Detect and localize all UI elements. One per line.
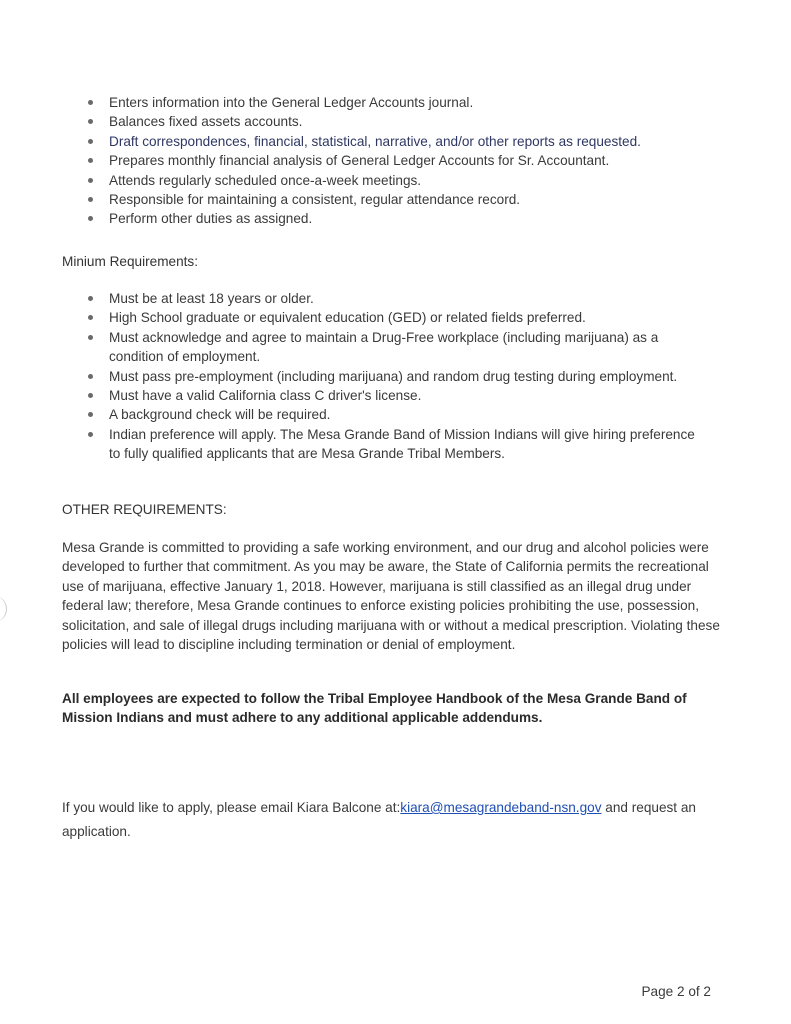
list-item: [87, 405, 707, 424]
bullet-icon: [88, 432, 93, 437]
list-item: [87, 425, 707, 464]
list-item: [87, 289, 707, 308]
list-item: [87, 132, 707, 151]
handbook-paragraph: All employees are expected to follow the Tribal Employee Handbook of the Mesa Grande Band of Mission Indians and must adhere to any additional applicable addendums.: [62, 691, 687, 726]
apply-suffix-text: and request an application.: [62, 800, 696, 839]
bullet-icon: [88, 119, 93, 124]
email-link[interactable]: kiara@mesagrandeband-nsn.gov: [400, 800, 602, 815]
list-item-text: A background check will be required.: [109, 407, 331, 423]
list-item-text: Responsible for maintaining a consistent, regular attendance record.: [109, 192, 521, 208]
list-item-text: Attends regularly scheduled once-a-week meetings.: [109, 172, 422, 188]
bullet-icon: [88, 393, 93, 398]
bullet-icon: [88, 197, 93, 202]
requirements-list: [87, 289, 707, 464]
bullet-icon: [88, 158, 93, 163]
bullet-icon: [88, 100, 93, 105]
bullet-icon: [88, 374, 93, 379]
min-requirements-heading: Minium Requirements:: [62, 254, 198, 269]
list-item-text: Must acknowledge and agree to maintain a Drug-Free workplace (including marijuana) as a condition of employment.: [109, 329, 659, 365]
apply-paragraph: [62, 796, 722, 844]
list-item: [87, 328, 707, 367]
bullet-icon: [88, 139, 93, 144]
list-item: [87, 386, 707, 405]
list-item-text: Perform other duties as assigned.: [109, 211, 313, 227]
list-item-text: Must pass pre-employment (including marijuana) and random drug testing during employment.: [109, 368, 678, 384]
list-item-text: Draft correspondences, financial, statistical, narrative, and/or other reports as requested.: [109, 133, 641, 149]
list-item-text: Must be at least 18 years or older.: [109, 291, 314, 306]
list-item-text: High School graduate or equivalent education (GED) or related fields preferred.: [109, 310, 586, 326]
list-item: [87, 209, 707, 228]
bullet-icon: [88, 412, 93, 417]
list-item-text: Indian preference will apply. The Mesa Grande Band of Mission Indians will give hiring preference to fully qualified applicants that are Mesa Grande Tribal Members.: [109, 426, 695, 462]
list-item: [87, 112, 707, 131]
bullet-icon: [88, 178, 93, 183]
list-item-text: Prepares monthly financial analysis of General Ledger Accounts for Sr. Accountant.: [109, 153, 610, 169]
drug-policy-paragraph: Mesa Grande is committed to providing a safe working environment, and our drug and alcohol policies were developed to further that commitment. As you may be aware, the State of California permits the recreational use of marijuana, effective January 1, 2018. However, marijuana is still classified as an illegal drug under federal law; therefore, Mesa Grande continues to enforce existing policies prohibiting the use, possession, solicitation, and sale of illegal drugs including marijuana with or without a medical prescription. Violating these policies will lead to discipline including termination or denial of employment.: [62, 540, 720, 653]
scan-edge-mark: [0, 596, 7, 622]
list-item: [87, 367, 707, 386]
list-item-text: Enters information into the General Ledger Accounts journal.: [109, 95, 474, 110]
apply-prefix-text: If you would like to apply, please email Kiara Balcone at:: [62, 800, 401, 815]
bullet-icon: [88, 335, 93, 340]
list-item-text: Balances fixed assets accounts.: [109, 114, 303, 130]
list-item: [87, 93, 707, 112]
bullet-icon: [88, 296, 93, 301]
list-item: [87, 151, 707, 170]
bullet-icon: [88, 315, 93, 320]
list-item: [87, 308, 707, 327]
list-item: [87, 190, 707, 209]
page-number: Page 2 of 2: [641, 984, 711, 999]
list-item-text: Must have a valid California class C driver's license.: [109, 388, 422, 404]
list-item: [87, 171, 707, 190]
bullet-icon: [88, 216, 93, 221]
duties-list: [87, 93, 707, 229]
other-requirements-heading: OTHER REQUIREMENTS:: [62, 502, 227, 517]
